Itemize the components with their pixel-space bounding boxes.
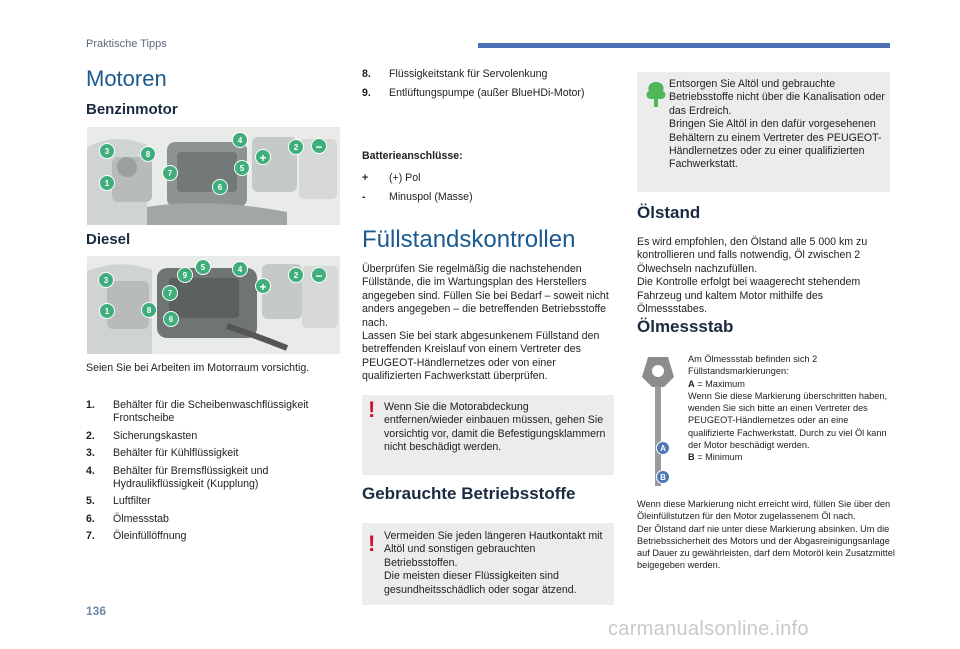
warning-text: Wenn Sie die Motorabdeckung entfernen/wieder einbauen müssen, gehen Sie vorsichtig vor, damit die Befestigungsklammern nicht beschädigt werden. [384, 401, 606, 454]
engine-marker: 5 [195, 259, 211, 275]
battery-plus-icon: + [255, 278, 271, 294]
page-title: Motoren [86, 66, 167, 91]
list-item: 2. Sicherungskasten [86, 429, 198, 442]
warning-callout-skin [362, 523, 614, 605]
oil-level-text: Es wird empfohlen, den Ölstand alle 5 000 km zu kontrollieren und falls notwendig, Öl zwischen 2 Ölwechseln nachzufüllen. Die Kontrolle erfolgt bei waagerecht stehendem Fahrzeug und kaltem Motor mithilfe des Ölmessstabes. [637, 236, 868, 316]
list-item: 7. Öleinfüllöffnung [86, 530, 187, 543]
fuel-check-text: Überprüfen Sie regelmäßig die nachstehenden Füllstände, die im Wartungsplan des Herstellers angegeben sind. Füllen Sie bei Bedarf – soweit nicht anders angegeben – die betreffenden Betriebsstoffe nach. Lassen Sie bei stark abgesunkenem Füllstand den betreffenden Kreislauf von einem Vertreter des PEUGEOT-Händlernetzes oder von einer qualifizierten Fachwerkstatt überprüfen. [362, 263, 609, 383]
engine-marker: 6 [163, 311, 179, 327]
watermark: carmanualsonline.info [608, 618, 809, 640]
engine-marker: 8 [140, 146, 156, 162]
page-number: 136 [86, 604, 107, 618]
eco-text: Entsorgen Sie Altöl und gebrauchte Betriebsstoffe nicht über die Kanalisation oder das Erdreich. Bringen Sie Altöl in den dafür vorgesehenen Behältern zu einem Vertreter des PEUGEOT-Händlernetzes oder zu einer qualifizierten Fachwerkstatt. [669, 78, 885, 171]
diesel-heading: Diesel [86, 231, 131, 248]
component-list [86, 399, 344, 548]
battery-minus-icon: − [311, 267, 327, 283]
list-item: 6. Ölmessstab [86, 512, 169, 525]
list-item: 3. Behälter für Kühlflüssigkeit [86, 447, 239, 460]
list-item: 1. Behälter für die Scheibenwaschflüssigkeit Frontscheibe [86, 399, 309, 425]
used-fluids-title: Gebrauchte Betriebsstoffe [362, 484, 576, 503]
eco-callout [637, 72, 890, 192]
battery-minus-icon: − [311, 138, 327, 154]
section-label: Praktische Tipps [86, 38, 167, 50]
tree-icon [645, 80, 667, 108]
engine-marker: 1 [99, 303, 115, 319]
warning-callout-cover [362, 395, 614, 475]
mark-a-badge: A [656, 441, 670, 455]
warning-icon: ! [368, 531, 376, 556]
mark-b-badge: B [656, 470, 670, 484]
oil-level-title: Ölstand [637, 203, 701, 222]
engine-marker: 5 [234, 160, 250, 176]
dipstick-warning-text: Wenn Sie diese Markierung überschritten haben, wenden Sie sich bitte an einen Vertreter des PEUGEOT-Händlernetzes oder an eine qualifizierte Fachwerkstatt. Durch zu viel Öl kann der Motor beschädigt werden. [688, 390, 888, 451]
list-item: 4. Behälter für Bremsflüssigkeit und Hydraulikflüssigkeit (Kupplung) [86, 464, 269, 491]
header-bar [478, 43, 890, 48]
list-item: - Minuspol (Masse) [362, 191, 473, 204]
list-item: 9. Entlüftungspumpe (außer BlueHDi-Motor) [362, 87, 585, 100]
engine-marker: 6 [212, 179, 228, 195]
dipstick-title: Ölmessstab [637, 317, 734, 336]
battery-plus-icon: + [255, 149, 271, 165]
engine-marker: 2 [288, 267, 304, 283]
list-item: + (+) Pol [362, 172, 421, 184]
engine-marker: 8 [141, 302, 157, 318]
diesel-engine-image [87, 256, 340, 354]
engine-marker: 3 [98, 272, 114, 288]
engine-marker: 2 [288, 139, 304, 155]
mark-b-line: B = Minimum [688, 452, 743, 463]
battery-heading: Batterieanschlüsse: [362, 150, 463, 162]
battery-list [362, 172, 612, 209]
component-list-continued [362, 68, 622, 105]
dipstick-intro: Am Ölmessstab befinden sich 2 Füllstandsmarkierungen: [688, 354, 818, 377]
warning-text: Vermeiden Sie jeden längeren Hautkontakt mit Altöl und sonstigen gebrauchten Betriebsstoffen. Die meisten dieser Flüssigkeiten sind gesundheitsschädlich oder sogar ätzend. [384, 530, 603, 596]
benzin-heading: Benzinmotor [86, 101, 178, 118]
engine-marker: 1 [99, 175, 115, 191]
warning-icon: ! [368, 397, 376, 422]
engine-marker: 7 [162, 285, 178, 301]
fuel-check-title: Füllstandskontrollen [362, 226, 576, 253]
benzin-engine-image [87, 127, 340, 225]
dipstick-bottom-text: Wenn diese Markierung nicht erreicht wird, füllen Sie über den Öleinfüllstutzen für den Motor zugelassenem Öl nach. Der Ölstand darf nie unter diese Markierung absinken. Um die Betriebssicherheit des Motors und der Abgasreinigungsanlage auf Dauer zu gewährleisten, darf dem Motoröl kein Zusatzmittel beigegeben werden. [637, 499, 895, 571]
list-item: 5. Luftfilter [86, 495, 151, 508]
dipstick-description [688, 353, 894, 464]
mark-a-line: A = Maximum [688, 378, 745, 389]
dipstick-illustration [638, 355, 678, 487]
engine-intro: Seien Sie bei Arbeiten im Motorraum vorsichtig. [86, 362, 310, 374]
engine-marker: 9 [177, 267, 193, 283]
engine-marker: 4 [232, 261, 248, 277]
engine-marker: 4 [232, 132, 248, 148]
engine-marker: 3 [99, 143, 115, 159]
engine-marker: 7 [162, 165, 178, 181]
list-item: 8. Flüssigkeitstank für Servolenkung [362, 68, 548, 80]
